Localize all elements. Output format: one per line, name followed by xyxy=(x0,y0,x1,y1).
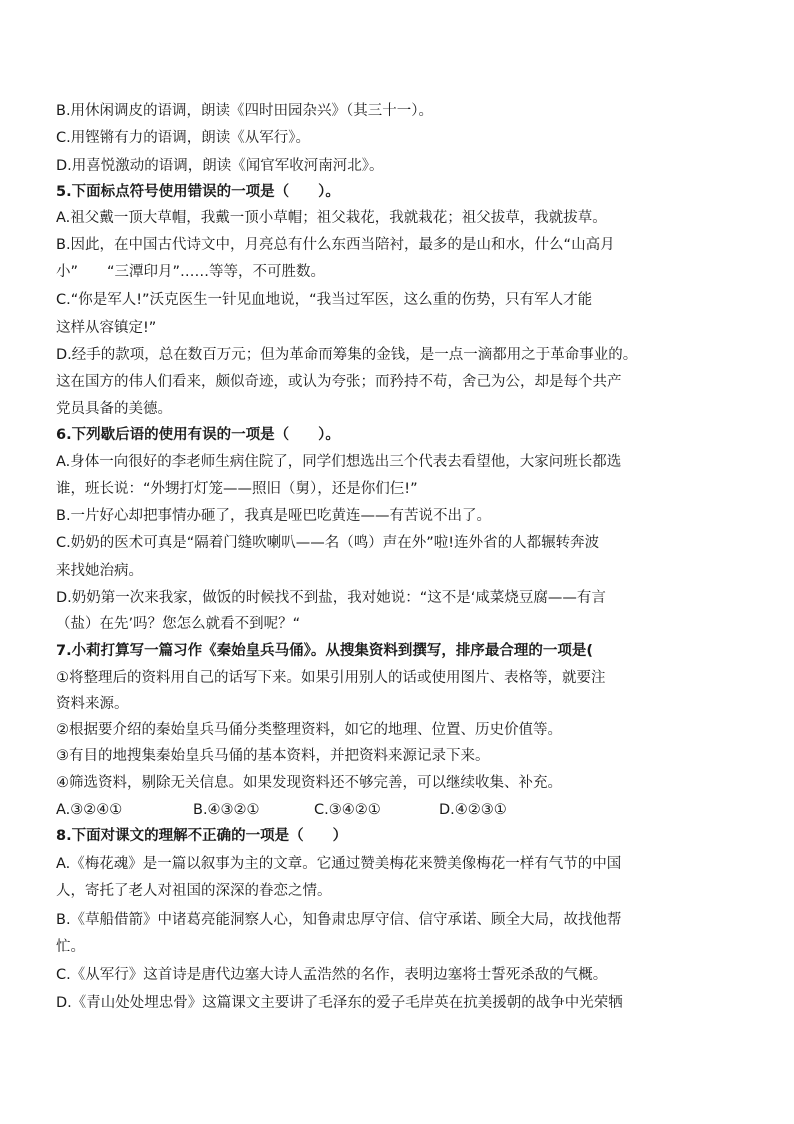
q7-step-1-line1: ①将整理后的资料用自己的话写下来。如果引用别人的话或使用图片、表格等，就要注 xyxy=(56,670,606,686)
q7-step-2: ②根据要介绍的秦始皇兵马俑分类整理资料，如它的地理、位置、历史价值等。 xyxy=(56,722,562,738)
question-7: 7.小莉打算写一篇习作《秦始皇兵马俑》。从搜集资料到撰写，排序最合理的一项是( xyxy=(56,643,593,659)
q6-option-c-line1: C.奶奶的医术可真是“隔着门缝吹喇叭——名（鸣）声在外”啦!连外省的人都辗转奔波 xyxy=(56,535,600,551)
q5-option-b-line1: B.因此，在中国古代诗文中，月亮总有什么东西当陪衬，最多的是山和水，什么“山高月 xyxy=(56,237,615,253)
q6-option-d-line2: （盐）在先’吗？您怎么就看不到呢？“ xyxy=(56,616,301,632)
question-5: 5.下面标点符号使用错误的一项是（ ）。 xyxy=(56,184,340,200)
question-6: 6.下列歇后语的使用有误的一项是（ ）。 xyxy=(56,427,340,443)
q7-option-b: B.④③②① xyxy=(193,802,260,818)
q4-option-c: C.用铿锵有力的语调，朗读《从军行》。 xyxy=(56,130,310,146)
q7-step-3: ③有目的地搜集秦始皇兵马俑的基本资料，并把资料来源记录下来。 xyxy=(56,748,490,764)
q6-option-b: B.一片好心却把事情办砸了，我真是哑巴吃黄连——有苦说不出了。 xyxy=(56,508,492,524)
q5-option-d-line3: 党员具备的美德。 xyxy=(56,401,172,417)
q7-options xyxy=(56,800,746,820)
q8-option-c: C.《从军行》这首诗是唐代边塞大诗人孟浩然的名作，表明边塞将士誓死杀敌的气概。 xyxy=(56,967,608,983)
q7-option-d: D.④②③① xyxy=(439,802,507,818)
q8-option-a-line1: A.《梅花魂》是一篇以叙事为主的文章。它通过赞美梅花来赞美像梅花一样有气节的中国 xyxy=(56,856,622,872)
q5-option-d-line1: D.经手的款项，总在数百万元；但为革命而筹集的金钱，是一点一滴都用之于革命事业的。 xyxy=(56,347,638,363)
q8-option-b-line2: 忙。 xyxy=(56,939,85,955)
q6-option-c-line2: 来找她治病。 xyxy=(56,563,143,579)
q7-option-c: C.③④②① xyxy=(314,802,381,818)
q5-option-a: A.祖父戴一顶大草帽，我戴一顶小草帽；祖父栽花，我就栽花；祖父拔草，我就拔草。 xyxy=(56,210,607,226)
q6-option-a-line1: A.身体一向很好的李老师生病住院了，同学们想选出三个代表去看望他，大家问班长都选 xyxy=(56,454,622,470)
q8-option-d-line1: D.《青山处处埋忠骨》这篇课文主要讲了毛泽东的爱子毛岸英在抗美援朝的战争中光荣牺 xyxy=(56,995,623,1011)
q8-option-a-line2: 人，寄托了老人对祖国的深深的眷恋之情。 xyxy=(56,883,332,899)
q8-option-b-line1: B.《草船借箭》中诸葛亮能洞察人心，知鲁肃忠厚守信、信守承诺、顾全大局，故找他帮 xyxy=(56,912,622,928)
q7-option-a: A.③②④① xyxy=(56,802,123,818)
q7-step-4: ④筛选资料，剔除无关信息。如果发现资料还不够完善，可以继续收集、补充。 xyxy=(56,775,562,791)
question-8: 8.下面对课文的理解不正确的一项是（ ） xyxy=(56,828,348,844)
q4-option-d: D.用喜悦激动的语调，朗读《闻官军收河南河北》。 xyxy=(56,158,384,174)
q6-option-a-line2: 谁，班长说：“外甥打灯笼——照旧（舅），还是你们仨!” xyxy=(56,481,418,497)
q5-option-d-line2: 这在国方的伟人们看来，颇似奇迹，或认为夸张；而矜持不苟，舍己为公，却是每个共产 xyxy=(56,374,622,390)
q4-option-b: B.用休闲调皮的语调，朗读《四时田园杂兴》（其三十一）。 xyxy=(56,103,434,119)
q7-step-1-line2: 资料来源。 xyxy=(56,696,129,712)
q5-option-c-line1: C.“你是军人!”沃克医生一针见血地说，“我当过军医，这么重的伤势，只有军人才能 xyxy=(56,292,593,308)
q5-option-b-line2: 小” “三潭印月”……等等，不可胜数。 xyxy=(56,264,326,280)
q5-option-c-line2: 这样从容镇定!” xyxy=(56,320,157,336)
q6-option-d-line1: D.奶奶第一次来我家，做饭的时候找不到盐，我对她说：“这不是‘咸菜烧豆腐——有言 xyxy=(56,590,606,606)
